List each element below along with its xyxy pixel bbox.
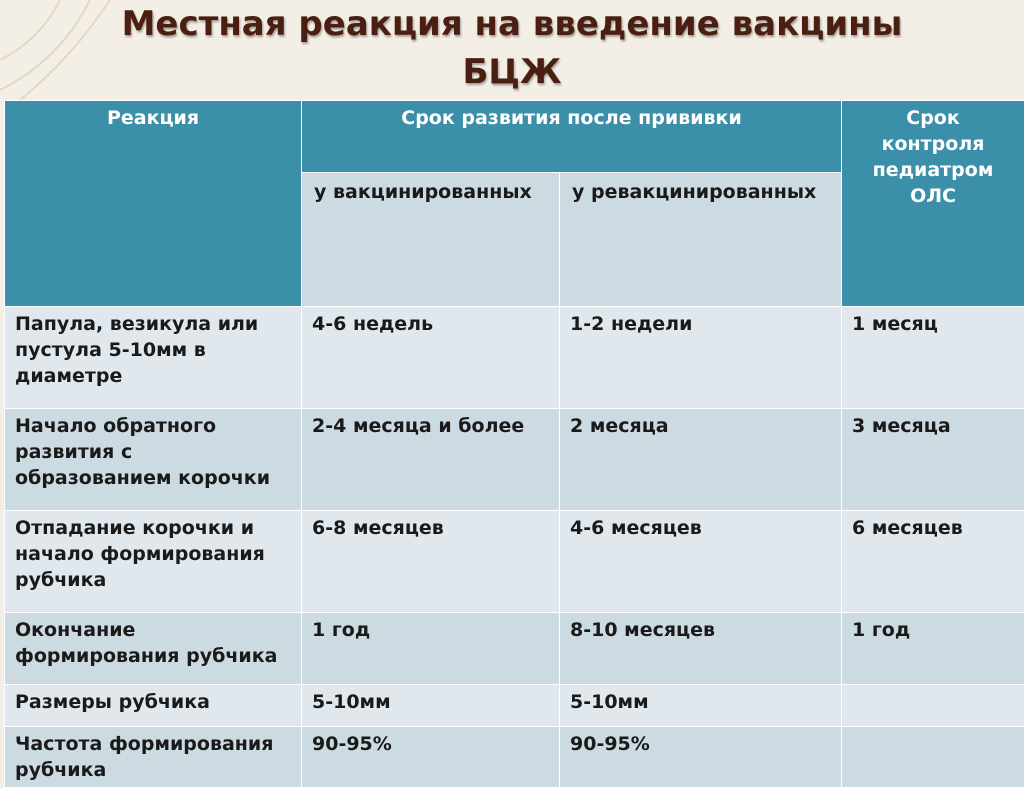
table-header-row: [5, 101, 1024, 173]
header-vaccinated-label: у вакцинированных: [314, 181, 532, 203]
cell-vaccinated: 6-8 месяцев: [302, 511, 560, 613]
header-reaction: [5, 101, 302, 307]
slide-title-line2: БЦЖ: [0, 50, 1024, 94]
table-row: [5, 409, 1024, 511]
cell-vaccinated: 2-4 месяца и более: [302, 409, 560, 511]
header-period: [302, 101, 842, 173]
cell-vaccinated: 5-10мм: [302, 685, 560, 727]
cell-revaccinated: 90-95%: [560, 727, 842, 788]
cell-reaction: Папула, везикула или пустула 5-10мм в диаметре: [5, 307, 302, 409]
cell-vaccinated: 4-6 недель: [302, 307, 560, 409]
header-period-label: Срок развития после прививки: [401, 107, 742, 129]
header-revaccinated-label: у ревакцинированных: [572, 181, 816, 203]
cell-revaccinated: 1-2 недели: [560, 307, 842, 409]
cell-revaccinated: 8-10 месяцев: [560, 613, 842, 685]
cell-reaction: Размеры рубчика: [5, 685, 302, 727]
header-revaccinated: [560, 173, 842, 307]
table-row: [5, 727, 1024, 788]
slide-title: [0, 0, 1024, 100]
cell-control: [842, 727, 1024, 788]
cell-reaction: Окончание формирования рубчика: [5, 613, 302, 685]
cell-revaccinated: 2 месяца: [560, 409, 842, 511]
cell-vaccinated: 1 год: [302, 613, 560, 685]
header-control: [842, 101, 1024, 307]
cell-reaction: Отпадание корочки и начало формирования рубчика: [5, 511, 302, 613]
cell-control: 1 месяц: [842, 307, 1024, 409]
header-reaction-label: Реакция: [107, 107, 199, 129]
table-row: [5, 685, 1024, 727]
table-row: [5, 613, 1024, 685]
cell-revaccinated: 5-10мм: [560, 685, 842, 727]
cell-control: 6 месяцев: [842, 511, 1024, 613]
header-control-label: Срок контроля педиатром ОЛС: [873, 107, 994, 207]
slide-title-line1: Местная реакция на введение вакцины: [0, 2, 1024, 46]
header-vaccinated: [302, 173, 560, 307]
cell-reaction: Частота формирования рубчика: [5, 727, 302, 788]
cell-control: [842, 685, 1024, 727]
cell-control: 3 месяца: [842, 409, 1024, 511]
cell-reaction: Начало обратного развития с образованием корочки: [5, 409, 302, 511]
cell-vaccinated: 90-95%: [302, 727, 560, 788]
vaccine-reaction-table: [4, 100, 1024, 788]
table-row: [5, 511, 1024, 613]
cell-revaccinated: 4-6 месяцев: [560, 511, 842, 613]
table-row: [5, 307, 1024, 409]
cell-control: 1 год: [842, 613, 1024, 685]
